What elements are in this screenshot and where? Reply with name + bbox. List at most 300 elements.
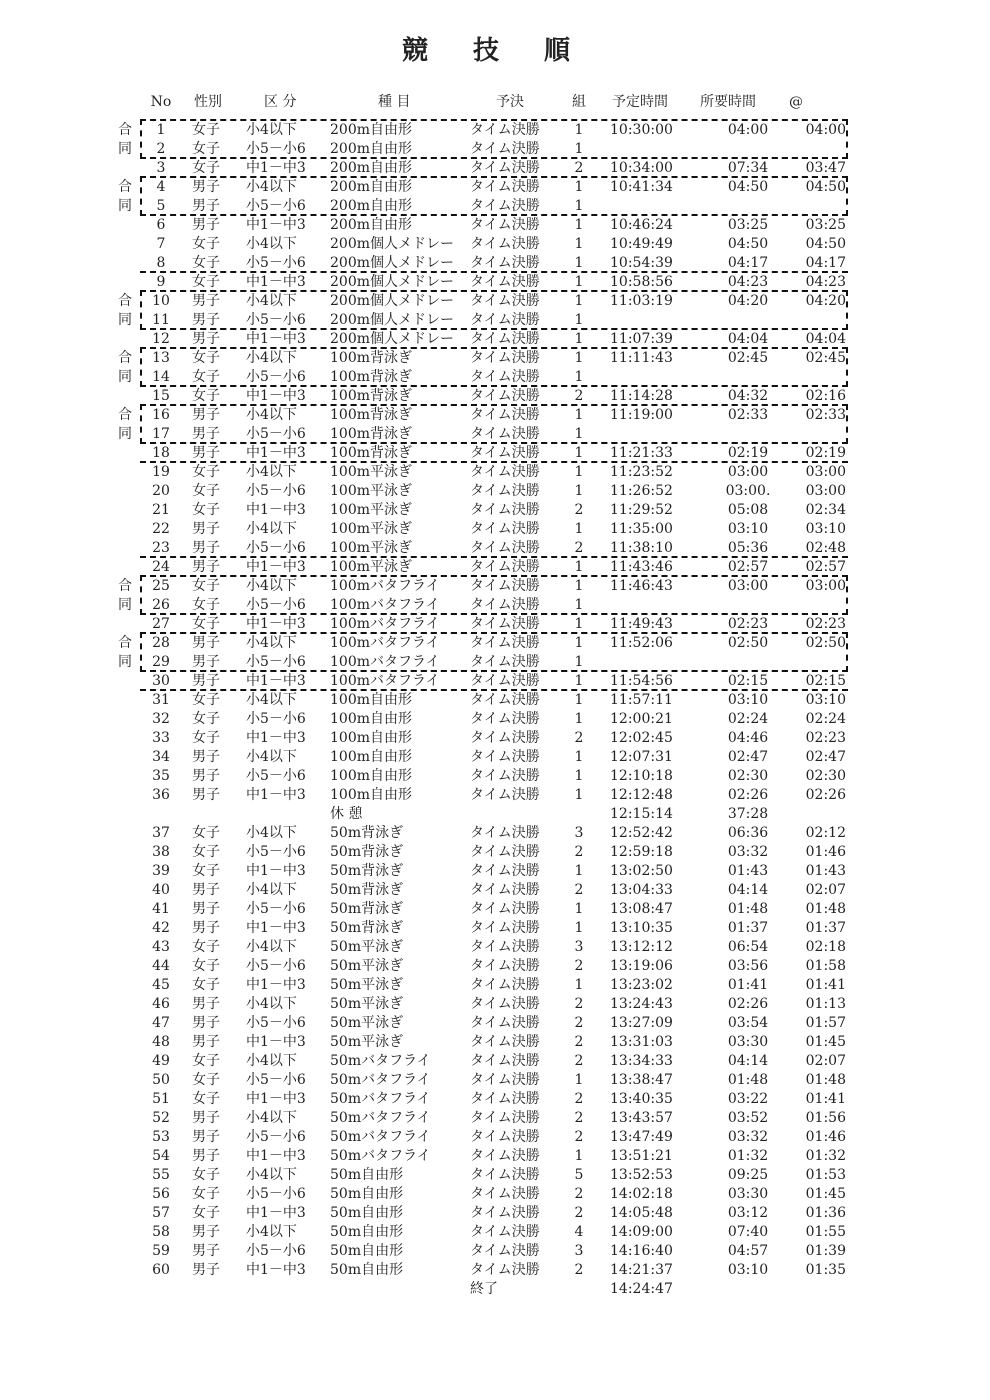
row-class: 中1－中3 bbox=[246, 863, 306, 879]
row-event: 100m平泳ぎ bbox=[330, 521, 412, 537]
row-no: 1 bbox=[156, 122, 166, 138]
row-start-time: 13:02:50 bbox=[610, 863, 673, 879]
row-sex: 女子 bbox=[192, 711, 220, 727]
row-duration: 02:33 bbox=[727, 407, 769, 423]
row-sex: 男子 bbox=[192, 331, 220, 347]
row-sex: 男子 bbox=[192, 673, 220, 689]
row-start-time: 11:21:33 bbox=[610, 445, 673, 461]
row-sex: 女子 bbox=[192, 502, 220, 518]
table-row bbox=[0, 1242, 990, 1261]
row-sex: 男子 bbox=[192, 1224, 220, 1240]
row-event: 100mバタフライ bbox=[330, 578, 440, 594]
row-duration: 06:36 bbox=[727, 825, 769, 841]
row-sex: 女子 bbox=[192, 236, 220, 252]
row-class: 小5－小6 bbox=[246, 768, 306, 784]
row-round: タイム決勝 bbox=[470, 274, 540, 290]
row-class: 小5－小6 bbox=[246, 1015, 306, 1031]
row-class: 中1－中3 bbox=[246, 445, 306, 461]
row-class: 小4以下 bbox=[246, 236, 297, 252]
row-event: 50m平泳ぎ bbox=[330, 1015, 404, 1031]
row-sex: 男子 bbox=[192, 996, 220, 1012]
row-no: 59 bbox=[152, 1243, 170, 1259]
separator-box bbox=[140, 157, 848, 178]
row-group: 2 bbox=[574, 730, 584, 746]
combined-label: 同 bbox=[118, 426, 132, 442]
row-group: 1 bbox=[574, 141, 584, 157]
row-per-heat: 01:56 bbox=[805, 1110, 846, 1126]
row-event: 50m自由形 bbox=[330, 1262, 404, 1278]
row-start-time: 12:59:18 bbox=[610, 844, 673, 860]
row-start-time: 11:35:00 bbox=[610, 521, 673, 537]
row-round: タイム決勝 bbox=[470, 1053, 540, 1069]
row-event: 100m自由形 bbox=[330, 768, 412, 784]
row-no: 27 bbox=[152, 616, 170, 632]
row-sex: 女子 bbox=[192, 597, 220, 613]
row-class: 小4以下 bbox=[246, 407, 297, 423]
row-round: タイム決勝 bbox=[470, 1091, 540, 1107]
row-event: 50m平泳ぎ bbox=[330, 996, 404, 1012]
row-start-time: 11:54:56 bbox=[610, 673, 673, 689]
row-start-time: 13:47:49 bbox=[610, 1129, 673, 1145]
row-duration: 03:10 bbox=[727, 1262, 769, 1278]
table-row bbox=[0, 957, 990, 976]
row-round: タイム決勝 bbox=[470, 312, 540, 328]
row-duration: 03:30 bbox=[727, 1186, 769, 1202]
header-no: No bbox=[150, 94, 172, 110]
row-class: 小5－小6 bbox=[246, 1072, 306, 1088]
row-no: 36 bbox=[152, 787, 170, 803]
row-round: タイム決勝 bbox=[470, 844, 540, 860]
row-no: 54 bbox=[152, 1148, 170, 1164]
row-class: 中1－中3 bbox=[246, 388, 306, 404]
separator-box bbox=[140, 328, 848, 349]
row-per-heat: 01:35 bbox=[805, 1262, 846, 1278]
row-per-heat: 01:45 bbox=[805, 1034, 846, 1050]
row-event: 50m平泳ぎ bbox=[330, 1034, 404, 1050]
row-no: 21 bbox=[152, 502, 170, 518]
row-group: 1 bbox=[574, 236, 584, 252]
row-round: タイム決勝 bbox=[470, 160, 540, 176]
row-round: タイム決勝 bbox=[470, 1262, 540, 1278]
row-no: 23 bbox=[152, 540, 170, 556]
row-duration: 01:32 bbox=[727, 1148, 769, 1164]
row-sex: 女子 bbox=[192, 977, 220, 993]
row-no: 35 bbox=[152, 768, 170, 784]
row-class: 中1－中3 bbox=[246, 502, 306, 518]
row-group: 2 bbox=[574, 1110, 584, 1126]
separator-box bbox=[140, 385, 848, 406]
row-round: タイム決勝 bbox=[470, 559, 540, 575]
row-event: 50mバタフライ bbox=[330, 1148, 431, 1164]
row-class: 中1－中3 bbox=[246, 331, 306, 347]
row-group: 1 bbox=[574, 863, 584, 879]
row-event: 200m個人メドレー bbox=[330, 274, 454, 290]
row-duration: 03:22 bbox=[727, 1091, 769, 1107]
table-row bbox=[0, 1052, 990, 1071]
row-duration: 04:57 bbox=[727, 1243, 769, 1259]
row-per-heat: 01:45 bbox=[805, 1186, 846, 1202]
row-round: タイム決勝 bbox=[470, 882, 540, 898]
row-class: 中1－中3 bbox=[246, 1091, 306, 1107]
row-class: 中1－中3 bbox=[246, 787, 306, 803]
row-group: 3 bbox=[574, 1243, 584, 1259]
combined-group-box bbox=[140, 632, 848, 672]
row-event: 100m平泳ぎ bbox=[330, 464, 412, 480]
row-per-heat: 03:47 bbox=[805, 160, 846, 176]
row-class: 小5－小6 bbox=[246, 597, 306, 613]
row-duration: 04:50 bbox=[727, 236, 769, 252]
row-class: 小5－小6 bbox=[246, 1129, 306, 1145]
combined-label: 同 bbox=[118, 141, 132, 157]
row-duration: 03:25 bbox=[727, 217, 769, 233]
table-row bbox=[0, 767, 990, 786]
row-group: 3 bbox=[574, 939, 584, 955]
row-start-time: 13:40:35 bbox=[610, 1091, 673, 1107]
row-round: タイム決勝 bbox=[470, 920, 540, 936]
row-class: 小5－小6 bbox=[246, 255, 306, 271]
row-event: 100m平泳ぎ bbox=[330, 483, 412, 499]
header-sex: 性別 bbox=[194, 94, 222, 110]
row-sex: 男子 bbox=[192, 445, 220, 461]
row-start-time: 11:23:52 bbox=[610, 464, 673, 480]
row-no: 48 bbox=[152, 1034, 170, 1050]
table-row bbox=[0, 1128, 990, 1147]
row-group: 3 bbox=[574, 825, 584, 841]
row-sex: 男子 bbox=[192, 293, 220, 309]
row-event: 100m背泳ぎ bbox=[330, 388, 412, 404]
row-event: 100m自由形 bbox=[330, 692, 412, 708]
row-start-time: 11:38:10 bbox=[610, 540, 673, 556]
row-per-heat: 03:00 bbox=[805, 578, 846, 594]
row-no: 17 bbox=[152, 426, 170, 442]
row-start-time: 13:10:35 bbox=[610, 920, 673, 936]
row-class: 小5－小6 bbox=[246, 844, 306, 860]
row-round: タイム決勝 bbox=[470, 1129, 540, 1145]
row-group: 2 bbox=[574, 882, 584, 898]
row-event: 50m自由形 bbox=[330, 1205, 404, 1221]
row-start-time: 14:05:48 bbox=[610, 1205, 673, 1221]
row-round: タイム決勝 bbox=[470, 122, 540, 138]
table-row bbox=[0, 1223, 990, 1242]
row-no: 18 bbox=[152, 445, 170, 461]
row-round: タイム決勝 bbox=[470, 654, 540, 670]
row-event: 200m個人メドレー bbox=[330, 312, 454, 328]
row-no: 3 bbox=[156, 160, 166, 176]
row-duration: 06:54 bbox=[727, 939, 769, 955]
row-event: 100m自由形 bbox=[330, 749, 412, 765]
row-start-time: 13:34:33 bbox=[610, 1053, 673, 1069]
row-start-time: 13:12:12 bbox=[610, 939, 673, 955]
row-class: 小4以下 bbox=[246, 578, 297, 594]
row-per-heat: 02:23 bbox=[805, 616, 846, 632]
row-start-time: 11:29:52 bbox=[610, 502, 673, 518]
row-per-heat: 02:24 bbox=[805, 711, 846, 727]
row-class: 小4以下 bbox=[246, 464, 297, 480]
row-sex: 女子 bbox=[192, 844, 220, 860]
row-duration: 03:52 bbox=[727, 1110, 769, 1126]
row-round: タイム決勝 bbox=[470, 464, 540, 480]
row-sex: 男子 bbox=[192, 407, 220, 423]
row-per-heat: 03:00 bbox=[805, 464, 846, 480]
row-sex: 女子 bbox=[192, 1053, 220, 1069]
row-group: 1 bbox=[574, 293, 584, 309]
row-group: 5 bbox=[574, 1167, 584, 1183]
row-round: タイム決勝 bbox=[470, 578, 540, 594]
row-duration: 04:00 bbox=[727, 122, 769, 138]
row-per-heat: 02:33 bbox=[805, 407, 846, 423]
row-per-heat: 02:45 bbox=[805, 350, 846, 366]
table-row bbox=[0, 710, 990, 729]
row-no: 12 bbox=[152, 331, 170, 347]
row-duration: 03:32 bbox=[727, 1129, 769, 1145]
row-start-time: 10:41:34 bbox=[610, 179, 673, 195]
row-no: 14 bbox=[152, 369, 170, 385]
row-duration: 02:26 bbox=[727, 787, 769, 803]
row-group: 1 bbox=[574, 654, 584, 670]
row-class: 中1－中3 bbox=[246, 673, 306, 689]
header-class: 区 分 bbox=[264, 94, 297, 110]
row-no: 37 bbox=[152, 825, 170, 841]
row-sex: 女子 bbox=[192, 483, 220, 499]
row-class: 小4以下 bbox=[246, 939, 297, 955]
row-duration: 03:54 bbox=[727, 1015, 769, 1031]
row-group: 1 bbox=[574, 1148, 584, 1164]
row-event: 50mバタフライ bbox=[330, 1110, 431, 1126]
row-round: タイム決勝 bbox=[470, 711, 540, 727]
row-event: 100m背泳ぎ bbox=[330, 445, 412, 461]
combined-label: 同 bbox=[118, 654, 132, 670]
header-per-heat: @ bbox=[789, 94, 803, 110]
row-no: 11 bbox=[152, 312, 170, 328]
table-row bbox=[0, 1033, 990, 1052]
row-no: 41 bbox=[152, 901, 170, 917]
combined-label: 合 bbox=[118, 407, 132, 423]
row-class: 中1－中3 bbox=[246, 1034, 306, 1050]
row-event: 50mバタフライ bbox=[330, 1091, 431, 1107]
row-start-time: 11:19:00 bbox=[610, 407, 673, 423]
row-event: 100mバタフライ bbox=[330, 673, 440, 689]
row-sex: 女子 bbox=[192, 1072, 220, 1088]
table-row bbox=[0, 501, 990, 520]
table-row bbox=[0, 862, 990, 881]
row-group: 1 bbox=[574, 616, 584, 632]
row-start-time: 13:08:47 bbox=[610, 901, 673, 917]
row-group: 2 bbox=[574, 160, 584, 176]
row-duration: 04:23 bbox=[727, 274, 769, 290]
row-duration: 01:43 bbox=[727, 863, 769, 879]
row-duration: 04:50 bbox=[727, 179, 769, 195]
row-round: タイム決勝 bbox=[470, 1167, 540, 1183]
row-per-heat: 01:57 bbox=[805, 1015, 846, 1031]
row-no: 43 bbox=[152, 939, 170, 955]
row-round: タイム決勝 bbox=[470, 426, 540, 442]
row-no: 6 bbox=[156, 217, 166, 233]
row-sex: 男子 bbox=[192, 749, 220, 765]
row-round: タイム決勝 bbox=[470, 749, 540, 765]
row-event: 50mバタフライ bbox=[330, 1072, 431, 1088]
row-start-time: 10:54:39 bbox=[610, 255, 673, 271]
table-row bbox=[0, 976, 990, 995]
row-per-heat: 04:00 bbox=[805, 122, 846, 138]
row-no: 20 bbox=[152, 483, 170, 499]
row-duration: 03:10 bbox=[727, 692, 769, 708]
row-no: 52 bbox=[152, 1110, 170, 1126]
row-event: 100mバタフライ bbox=[330, 597, 440, 613]
page-title: 競 技 順 bbox=[401, 36, 589, 66]
row-event: 50m背泳ぎ bbox=[330, 844, 404, 860]
row-start-time: 10:30:00 bbox=[610, 122, 673, 138]
row-round: タイム決勝 bbox=[470, 787, 540, 803]
row-start-time: 10:49:49 bbox=[610, 236, 673, 252]
row-round: タイム決勝 bbox=[470, 825, 540, 841]
row-duration: 07:34 bbox=[727, 160, 769, 176]
row-class: 小4以下 bbox=[246, 293, 297, 309]
row-duration: 05:08 bbox=[727, 502, 769, 518]
row-per-heat: 01:53 bbox=[805, 1167, 846, 1183]
row-start-time: 14:02:18 bbox=[610, 1186, 673, 1202]
row-event: 50m自由形 bbox=[330, 1167, 404, 1183]
combined-label: 同 bbox=[118, 369, 132, 385]
table-row bbox=[0, 1109, 990, 1128]
row-round: タイム決勝 bbox=[470, 1110, 540, 1126]
row-group: 1 bbox=[574, 787, 584, 803]
row-sex: 女子 bbox=[192, 255, 220, 271]
row-sex: 女子 bbox=[192, 939, 220, 955]
row-group: 1 bbox=[574, 350, 584, 366]
row-duration: 02:45 bbox=[727, 350, 769, 366]
row-group: 1 bbox=[574, 179, 584, 195]
row-duration: 09:25 bbox=[727, 1167, 769, 1183]
row-no: 8 bbox=[156, 255, 166, 271]
row-class: 小4以下 bbox=[246, 996, 297, 1012]
row-no: 22 bbox=[152, 521, 170, 537]
row-per-heat: 01:46 bbox=[805, 844, 846, 860]
row-class: 小5－小6 bbox=[246, 654, 306, 670]
row-round: タイム決勝 bbox=[470, 198, 540, 214]
row-sex: 男子 bbox=[192, 920, 220, 936]
table-row bbox=[0, 805, 990, 824]
row-event: 休 憩 bbox=[330, 806, 363, 822]
row-round: タイム決勝 bbox=[470, 407, 540, 423]
row-sex: 女子 bbox=[192, 141, 220, 157]
row-round: タイム決勝 bbox=[470, 179, 540, 195]
row-sex: 女子 bbox=[192, 692, 220, 708]
row-event: 50m平泳ぎ bbox=[330, 977, 404, 993]
row-group: 1 bbox=[574, 426, 584, 442]
row-sex: 男子 bbox=[192, 787, 220, 803]
combined-label: 合 bbox=[118, 293, 132, 309]
row-group: 2 bbox=[574, 844, 584, 860]
row-class: 小5－小6 bbox=[246, 711, 306, 727]
row-start-time: 11:07:39 bbox=[610, 331, 673, 347]
row-event: 50m自由形 bbox=[330, 1186, 404, 1202]
row-class: 中1－中3 bbox=[246, 616, 306, 632]
row-event: 50m自由形 bbox=[330, 1224, 404, 1240]
combined-label: 同 bbox=[118, 198, 132, 214]
row-no: 34 bbox=[152, 749, 170, 765]
row-start-time: 12:52:42 bbox=[610, 825, 673, 841]
table-row bbox=[0, 216, 990, 235]
row-round: タイム決勝 bbox=[470, 1148, 540, 1164]
row-event: 50mバタフライ bbox=[330, 1053, 431, 1069]
row-no: 10 bbox=[152, 293, 170, 309]
row-group: 1 bbox=[574, 635, 584, 651]
row-class: 中1－中3 bbox=[246, 1148, 306, 1164]
row-per-heat: 03:25 bbox=[805, 217, 846, 233]
row-round: 終了 bbox=[470, 1281, 498, 1297]
row-duration: 03:00. bbox=[725, 483, 771, 499]
row-round: タイム決勝 bbox=[470, 863, 540, 879]
row-round: タイム決勝 bbox=[470, 331, 540, 347]
row-event: 100m背泳ぎ bbox=[330, 407, 412, 423]
row-group: 1 bbox=[574, 331, 584, 347]
row-event: 200m個人メドレー bbox=[330, 293, 454, 309]
row-start-time: 13:51:21 bbox=[610, 1148, 673, 1164]
row-group: 2 bbox=[574, 1262, 584, 1278]
table-row bbox=[0, 938, 990, 957]
row-duration: 01:41 bbox=[727, 977, 769, 993]
row-round: タイム決勝 bbox=[470, 768, 540, 784]
row-no: 47 bbox=[152, 1015, 170, 1031]
row-class: 中1－中3 bbox=[246, 977, 306, 993]
row-per-heat: 02:47 bbox=[805, 749, 846, 765]
row-no: 13 bbox=[152, 350, 170, 366]
row-sex: 女子 bbox=[192, 1167, 220, 1183]
row-duration: 02:24 bbox=[727, 711, 769, 727]
table-row bbox=[0, 1204, 990, 1223]
row-no: 9 bbox=[156, 274, 166, 290]
row-class: 中1－中3 bbox=[246, 920, 306, 936]
row-sex: 女子 bbox=[192, 274, 220, 290]
row-sex: 女子 bbox=[192, 350, 220, 366]
row-no: 46 bbox=[152, 996, 170, 1012]
row-duration: 04:14 bbox=[727, 882, 769, 898]
row-group: 1 bbox=[574, 312, 584, 328]
row-start-time: 11:52:06 bbox=[610, 635, 673, 651]
table-row bbox=[0, 1090, 990, 1109]
row-duration: 02:57 bbox=[727, 559, 769, 575]
row-event: 50m背泳ぎ bbox=[330, 901, 404, 917]
combined-group-box bbox=[140, 290, 848, 330]
row-group: 1 bbox=[574, 464, 584, 480]
row-sex: 男子 bbox=[192, 1110, 220, 1126]
table-row bbox=[0, 824, 990, 843]
row-group: 2 bbox=[574, 1091, 584, 1107]
table-row bbox=[0, 1185, 990, 1204]
row-no: 55 bbox=[152, 1167, 170, 1183]
row-event: 50m背泳ぎ bbox=[330, 882, 404, 898]
combined-group-box bbox=[140, 347, 848, 387]
row-no: 24 bbox=[152, 559, 170, 575]
row-sex: 女子 bbox=[192, 160, 220, 176]
table-row bbox=[0, 1147, 990, 1166]
row-per-heat: 04:04 bbox=[805, 331, 846, 347]
row-class: 小5－小6 bbox=[246, 1243, 306, 1259]
row-sex: 男子 bbox=[192, 1262, 220, 1278]
row-duration: 01:48 bbox=[727, 901, 769, 917]
row-per-heat: 04:50 bbox=[805, 179, 846, 195]
row-per-heat: 04:17 bbox=[805, 255, 846, 271]
combined-label: 合 bbox=[118, 350, 132, 366]
row-sex: 男子 bbox=[192, 654, 220, 670]
row-group: 1 bbox=[574, 483, 584, 499]
row-round: タイム決勝 bbox=[470, 635, 540, 651]
row-class: 小4以下 bbox=[246, 1110, 297, 1126]
row-event: 50m平泳ぎ bbox=[330, 958, 404, 974]
header-round: 予決 bbox=[496, 94, 524, 110]
row-round: タイム決勝 bbox=[470, 673, 540, 689]
row-event: 50m背泳ぎ bbox=[330, 825, 404, 841]
